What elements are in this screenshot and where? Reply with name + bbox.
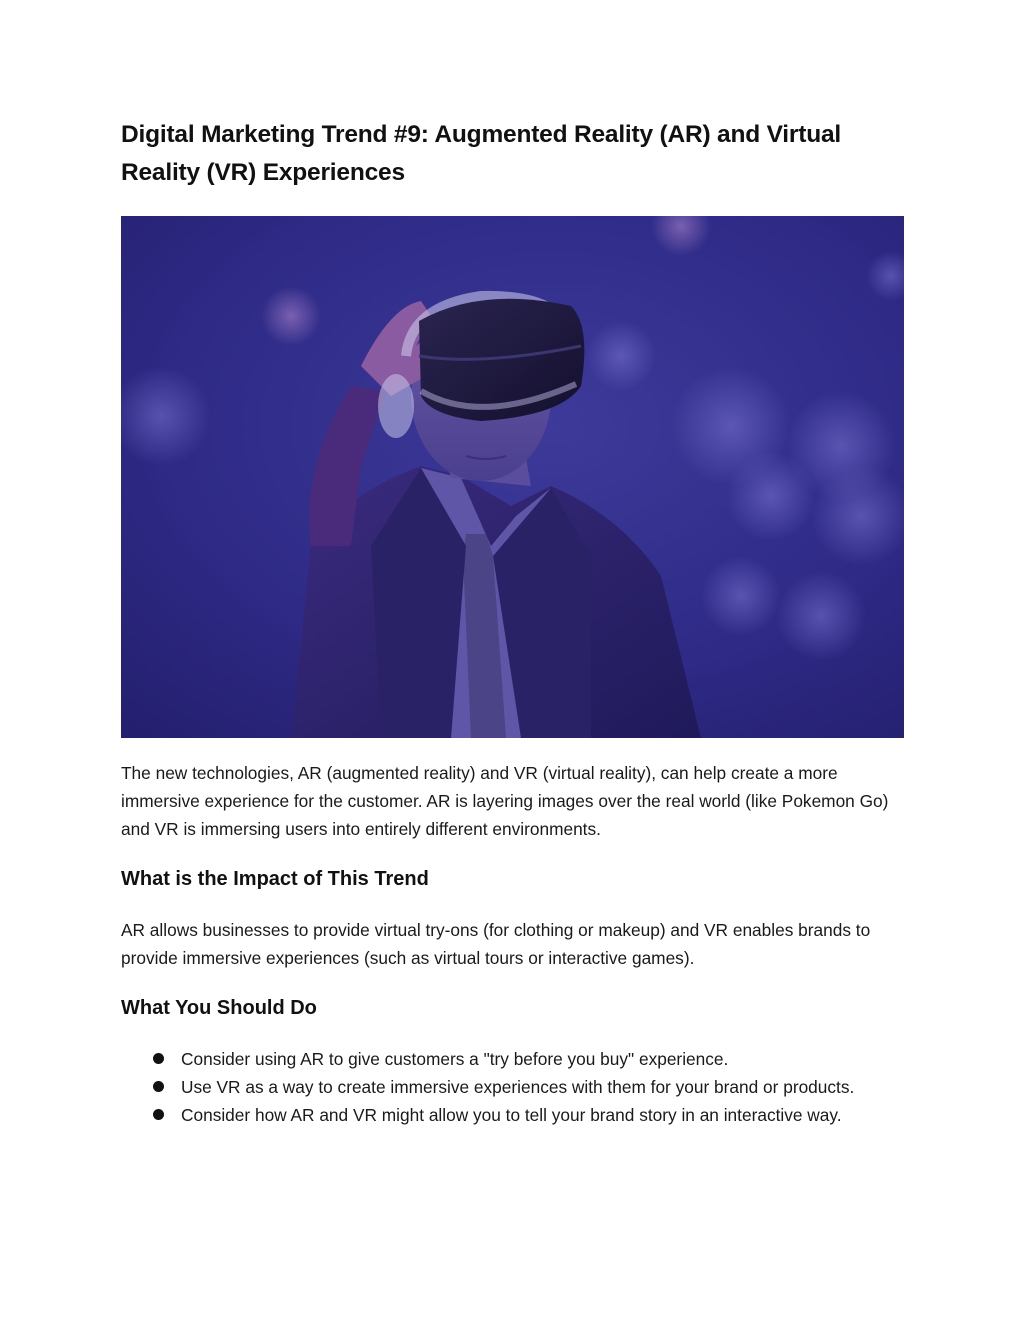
impact-paragraph: AR allows businesses to provide virtual try-ons (for clothing or makeup) and VR enables brands to provide immersive experiences (such as virtual tours or interactive games). [121,920,871,968]
vr-headset-photo [121,216,904,738]
action-heading: What You Should Do [121,997,317,1019]
list-item-text: Consider how AR and VR might allow you to tell your brand story in an interactive way. [181,1105,842,1125]
list-item-text: Use VR as a way to create immersive experiences with them for your brand or products. [181,1077,855,1097]
page-title: Digital Marketing Trend #9: Augmented Reality (AR) and Virtual Reality (VR) Experiences [121,121,841,186]
list-item [121,1101,904,1129]
impact-heading: What is the Impact of This Trend [121,868,429,890]
bullet-icon [153,1109,164,1120]
bullet-icon [153,1081,164,1092]
intro-paragraph: The new technologies, AR (augmented reality) and VR (virtual reality), can help create a more immersive experience for the customer. AR is layering images over the real world (like Pokemon Go) and VR is immersing users into entirely different environments. [121,763,889,839]
action-list [121,1045,904,1129]
list-item [121,1045,904,1073]
list-item-text: Consider using AR to give customers a "try before you buy" experience. [181,1049,729,1069]
list-item [121,1073,904,1101]
bullet-icon [153,1053,164,1064]
